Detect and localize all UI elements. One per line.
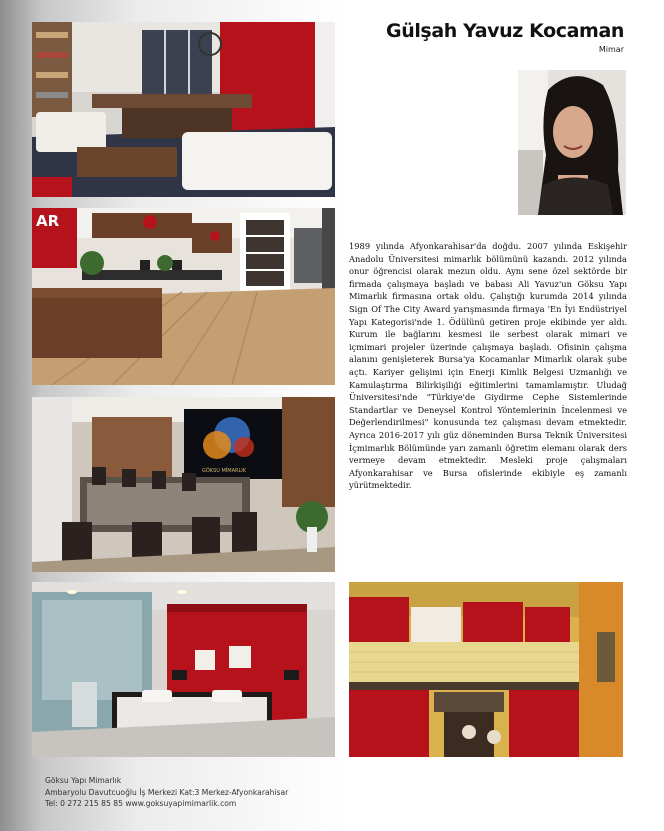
footer-contact-line: Tel: 0 272 215 85 85 www.goksuyapimimarlik.com: [45, 799, 237, 808]
footer-company: Göksu Yapı Mimarlık: [45, 776, 122, 785]
open-office-photo: [32, 208, 335, 385]
office-sign-text: AR: [36, 212, 60, 230]
kitchen-photo: [349, 582, 623, 757]
bedroom-photo: [32, 582, 335, 757]
architect-name: Gülşah Yavuz Kocaman: [386, 20, 624, 42]
office-interior-photo: [32, 22, 335, 197]
meeting-room-photo: [32, 397, 335, 572]
footer-contact: [45, 775, 288, 810]
portrait-photo: [518, 70, 626, 215]
screen-logo-text: GÖKSU MİMARLIK: [202, 468, 247, 474]
biography-text: 1989 yılında Afyonkarahisar'da doğdu. 2007 yılında Eskişehir Anadolu Üniversitesi mimarlık bölümünü kazandı. 2012 yılında onur öğrencisi olarak mezun oldu. Aynı sene özel sektörde bir firmada çalışmaya başladı ve babası Ali Yavuz'un Göksu Yapı Mimarlık firmasına ortak oldu. Çalıştığı kurumda 2014 yılında Sign Of The City Award yarışmasında firmaya 'En İyi Endüstriyel Yapı Kategorisi'nde 1. Ödülünü getiren proje ekibinde yer aldı. Kurum ile bağlarını kesmesi ile serbest olarak mimari ve içmimari projeler üzerinde çalışmaya başladı. Ofisinin çalışma alanını genişleterek Bursa'ya Kocamanlar Mimarlık olarak şube açtı. Kariyer gelişimi için Enerji Kimlik Belgesi Uzmanlığı ve Kamulaştırma Bilirkişiliği eğitimlerini tamamlamıştır. Uludağ Üniversitesi'nde "Türkiye'de Giydirme Cephe Sistemlerinde Standartlar ve Deneysel Kontrol Yöntemlerinin İncelenmesi ve Değerlendirilmesi" konusunda tez çalışması devam etmektedir. Ayrıca 2016-2017 yılı güz döneminden Bursa Teknik Üniversitesi İçmimarlık Bölümünde yarı zamanlı öğretim elemanı olarak ders vermeye devam etmektedir. Mesleki proje çalışmaları Afyonkarahisar ve Bursa ofislerinde ekibiyle eş zamanlı yürütmektedir.: [349, 241, 627, 491]
architect-title: Mimar: [598, 45, 624, 54]
footer-address: Ambaryolu Davutcuoğlu İş Merkezi Kat:3 Merkez-Afyonkarahisar: [45, 787, 289, 797]
